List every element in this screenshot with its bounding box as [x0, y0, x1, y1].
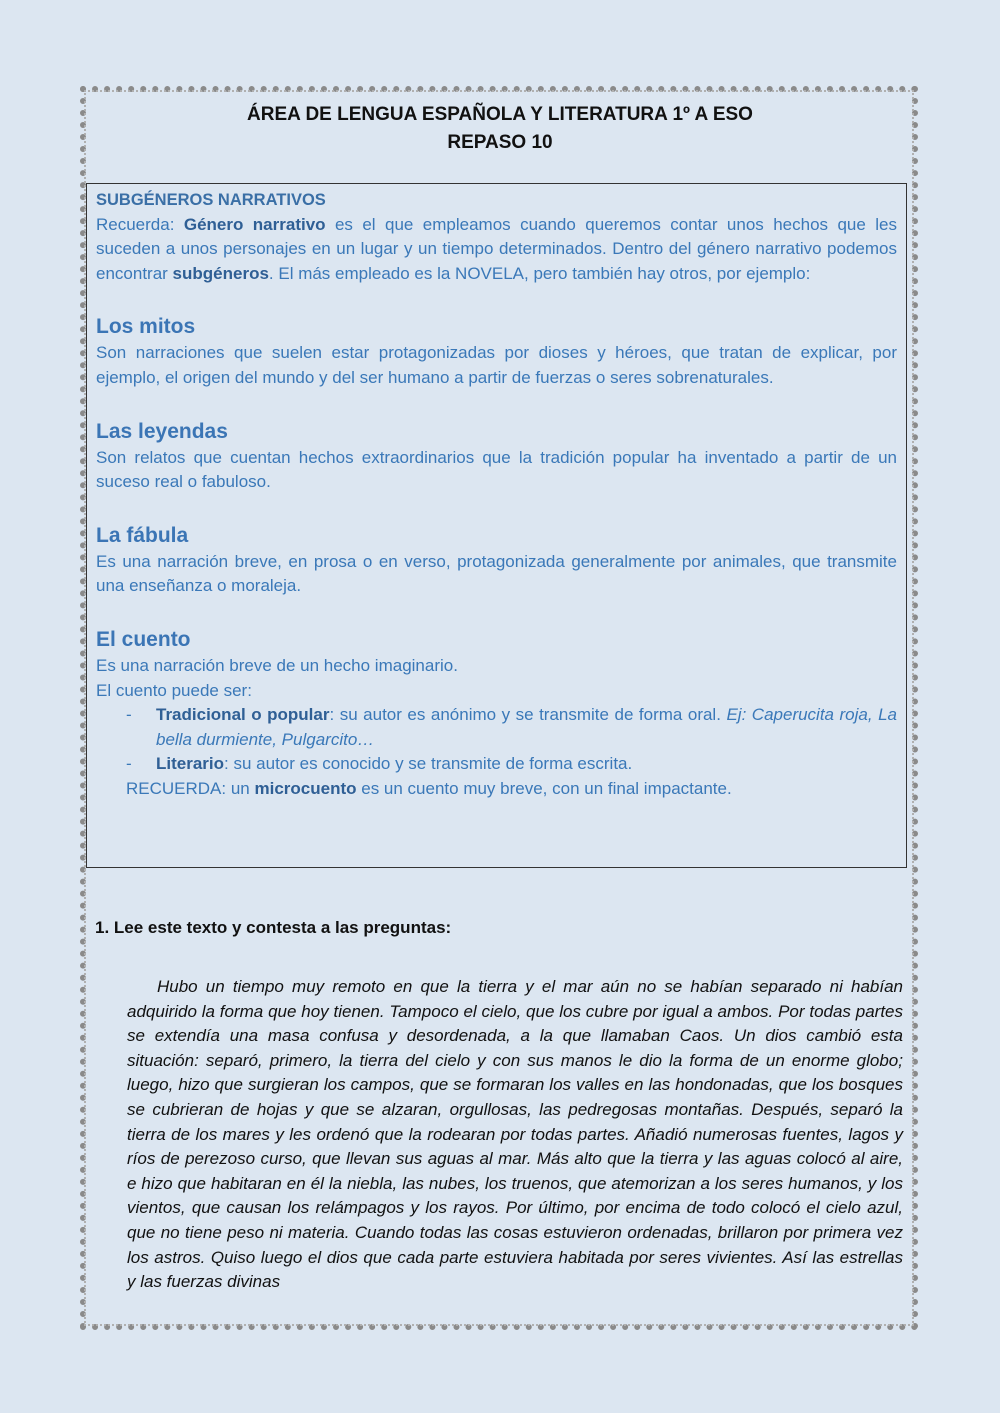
theory-title: SUBGÉNEROS NARRATIVOS — [96, 191, 326, 209]
section-title-mitos: Los mitos — [96, 315, 196, 339]
section-text-fabula: Es una narración breve, en prosa o en verso, protagonizada generalmente por animales, que transmite una enseñanza o moraleja. — [96, 551, 897, 596]
list-item: - Literario: su autor es conocido y se transmite de forma escrita. — [126, 752, 897, 777]
cuento-types-intro: El cuento puede ser: — [96, 680, 252, 700]
section-title-cuento: El cuento — [96, 627, 191, 651]
theory-box — [86, 183, 907, 868]
exercise-question: 1. Lee este texto y contesta a las preguntas: — [95, 918, 452, 937]
document-title: ÁREA DE LENGUA ESPAÑOLA Y LITERATURA 1º A ESO — [247, 104, 753, 125]
section-text-leyendas: Son relatos que cuentan hechos extraordinarios que la tradición popular ha inventado a partir de un suceso real o fabuloso. — [96, 447, 897, 492]
document-subtitle: REPASO 10 — [447, 132, 553, 153]
section-text-cuento: Es una narración breve de un hecho imaginario. — [96, 655, 458, 675]
reading-passage: Hubo un tiempo muy remoto en que la tierra y el mar aún no se habían separado ni habían adquirido la forma que hoy tienen. Tampoco el cielo, que los cubre por igual a ambos. Por todas partes se extendía una masa confusa y desordenada, a la que llamaban Caos. Un dios cambió esta situación: separó, primero, la tierra del cielo y con sus manos le dio la forma de un enorme globo; luego, hizo que surgieran los campos, que se formaran los valles en las hondonadas, que los bosques se cubrieran de hojas y que se alzaran, orgullosas, las pedregosas montañas. Después, separó la tierra de los mares y les ordenó que la rodearan por todas partes. Añadió numerosas fuentes, lagos y ríos de perezoso curso, que llevan sus aguas al mar. Más alto que la tierra y las aguas colocó al aire, e hizo que habitaran en él la niebla, las nubes, los truenos, que atemorizan a los seres humanos, y los vientos, que causan los relámpagos y los rayos. Por último, por encima de todo colocó el cielo azul, que no tiene peso ni materia. Cuando todas las cosas estuvieron ordenadas, brillaron por primera vez los astros. Quiso luego el dios que cada parte estuviera habitada por seres vivientes. Así las estrellas y las fuerzas divinas — [127, 977, 903, 1292]
theory-intro: Recuerda: Género narrativo es el que empleamos cuando queremos contar unos hechos que les suceden a unos personajes en un lugar y un tiempo determinados. Dentro del género narrativo podemos encontrar subgéneros. El más empleado es la NOVELA, pero también hay otros, por ejemplo: — [96, 214, 897, 283]
list-item: - Tradicional o popular: su autor es anónimo y se transmite de forma oral. Ej: Caperucita roja, La bella durmiente, Pulgarcito… — [126, 703, 897, 752]
section-title-fabula: La fábula — [96, 523, 189, 547]
section-text-mitos: Son narraciones que suelen estar protagonizadas por dioses y héroes, que tratan de explicar, por ejemplo, el origen del mundo y del ser humano a partir de fuerzas o seres sobrenaturales. — [96, 343, 897, 387]
section-title-leyendas: Las leyendas — [96, 419, 228, 443]
cuento-types-list — [96, 703, 897, 777]
remember-note: RECUERDA: un microcuento es un cuento muy breve, con un final impactante. — [126, 778, 732, 798]
